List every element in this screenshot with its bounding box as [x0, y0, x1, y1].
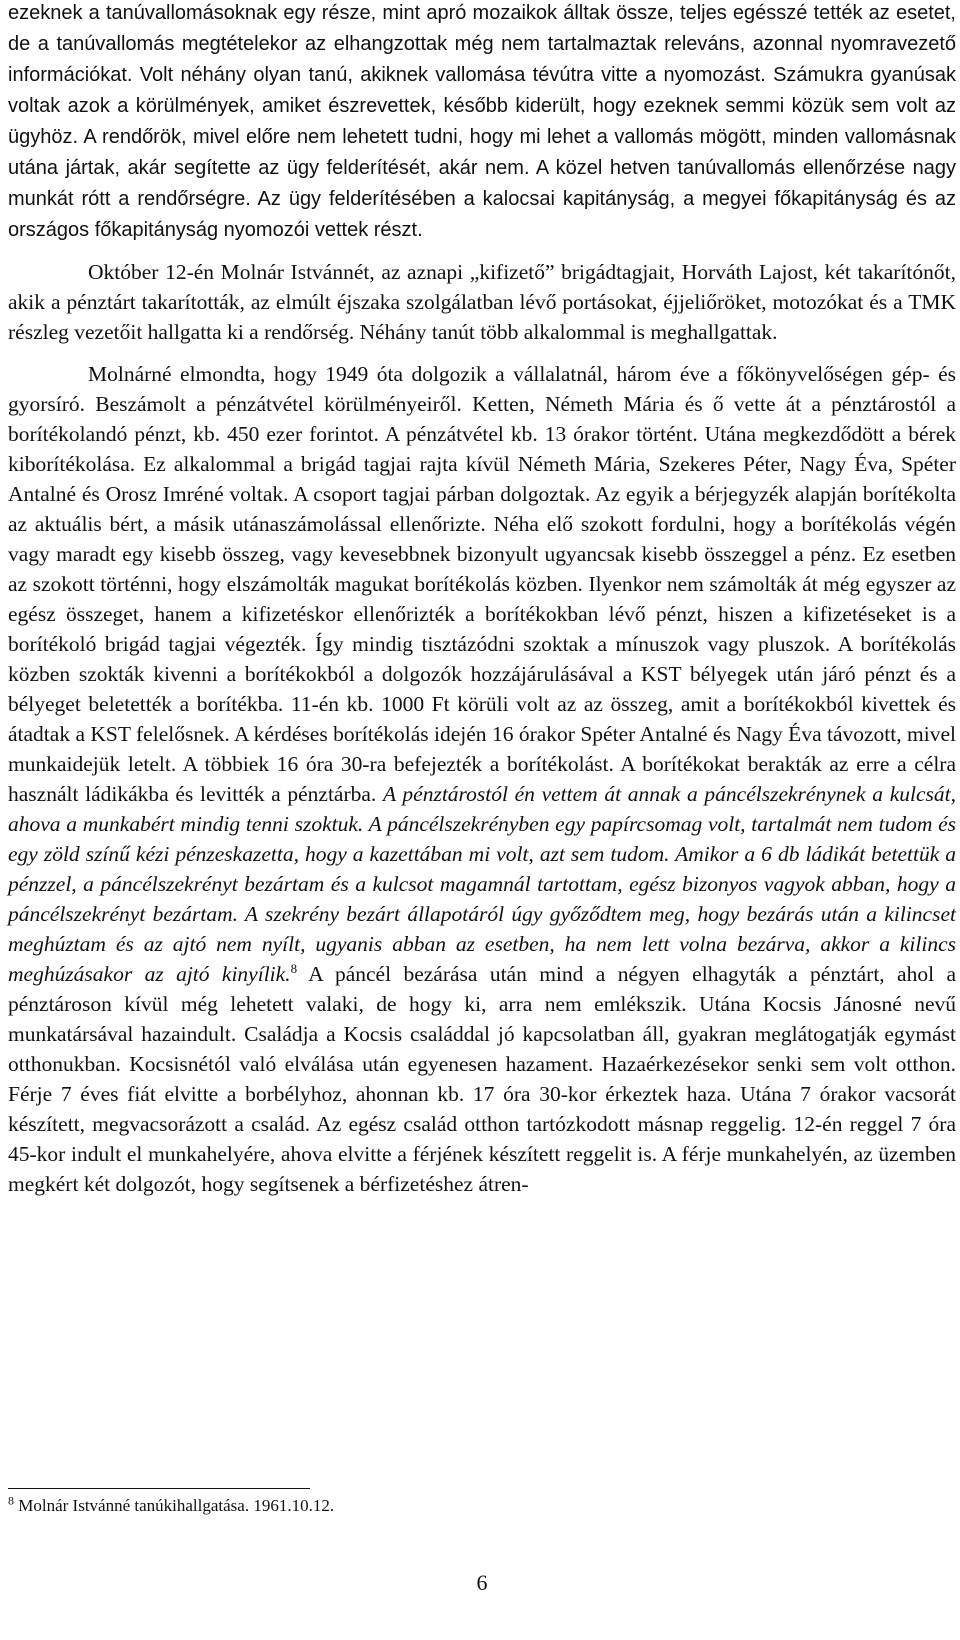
footnote-divider	[8, 1488, 310, 1489]
witness-quote: A pénztárostól én vettem át annak a páncélszekrénynek a kulcsát, ahova a munkabért mindig tenni szoktuk. A páncélszekrényben egy papírcsomag volt, tartalmát nem tudom és egy zöld színű kézi pénzeskazetta, hogy a kazettában mi volt, azt sem tudom. Amikor a 6 db ládikát betettük a pénzzel, a páncélszekrényt bezártam és a kulcsot magamnál tartottam, egész bizonyos vagyok abban, hogy a páncélszekrényt bezártam. A szekrény bezárt állapotáról úgy győződtem meg, hogy bezárás után a kilincset meghúztam és az ajtó nem nyílt, ugyanis abban az esetben, ha nem lett volna bezárva, akkor a kilincs meghúzásakor az ajtó kinyílik.	[8, 782, 956, 986]
footnote	[8, 1494, 334, 1518]
paragraph-1	[8, 0, 956, 245]
document-page	[8, 0, 956, 1640]
body-text	[8, 0, 956, 1213]
paragraph-3-part-a: Molnárné elmondta, hogy 1949 óta dolgozik a vállalatnál, három éve a főkönyvelőségen gép- és gyorsíró. Beszámolt a pénzátvétel körülményeiről. Ketten, Németh Mária és ő vette át a pénztárostól a borítékolandó pénzt, kb. 450 ezer forintot. A pénzátvétel kb. 13 órakor történt. Utána megkezdődött a bérek kiborítékolása. Ez alkalommal a brigád tagjai rajta kívül Németh Mária, Szekeres Péter, Nagy Éva, Spéter Antalné és Orosz Imréné voltak. A csoport tagjai párban dolgoztak. Az egyik a bérjegyzék alapján borítékolta az aktuális bért, a másik utánaszámolással ellenőrizte. Néha elő szokott fordulni, hogy a borítékolás végén vagy maradt egy kisebb összeg, vagy kevesebbnek bizonyult ugyancsak kisebb összeggel a pénz. Ez esetben az szokott történni, hogy elszámolták magukat borítékolás közben. Ilyenkor nem számolták át még egyszer az egész összeget, hanem a kifizetéskor ellenőrizték a borítékokban lévő pénzt, hiszen a kifizetéseket is a borítékoló brigád tagjai végezték. Így mindig tisztázódni szoktak a mínuszok vagy pluszok. A borítékolás közben szokták kivenni a borítékokból a dolgozók hozzájárulásával a KST bélyegek után járó pénzt és a bélyeget beletették a borítékba. 11-én kb. 1000 Ft körüli volt az az összeg, amit a borítékokból kivettek és átadtak a KST felelősnek. A kérdéses borítékolás idején 16 órakor Spéter Antalné és Nagy Éva távozott, mivel munkaidejük letelt. A többiek 16 óra 30-ra befejezték a borítékolást. A borítékokat berakták az erre a célra használt ládikákba és levitték a pénztárba.	[8, 362, 956, 806]
footnote-text: Molnár Istvánné tanúkihallgatása. 1961.10.12.	[14, 1496, 335, 1515]
paragraph-3	[8, 359, 956, 1199]
paragraph-1-part-b: Számukra gyanúsak voltak azok a körülmények, amiket észrevettek, később kiderült, hogy ezeknek semmi közük sem volt az ügyhöz. A rendőrök, mivel előre nem lehetett tudni, hogy mi lehet a vallomás mögött, minden vallomásnak utána jártak, akár segítette az ügy felderítését, akár nem. A közel hetven tanúvallomás ellenőrzése nagy munkát rótt a rendőrségre. Az ügy felderítésében a kalocsai kapitányság, a megyei főkapitányság és az országos főkapitányság nyomozói vettek részt.	[8, 64, 957, 241]
paragraph-2: Október 12-én Molnár Istvánnét, az aznapi „kifizető” brigádtagjait, Horváth Lajost, két takarítónőt, akik a pénztárt takarították, az elmúlt éjszaka szolgálatban lévő portásokat, éjjeliőröket, motozókat és a TMK részleg vezetőit hallgatta ki a rendőrség. Néhány tanút több alkalommal is meghallgattak.	[8, 260, 956, 344]
page-number: 6	[476, 1570, 488, 1595]
footnote-number: 8	[8, 1493, 14, 1508]
footnote-reference[interactable]: 8	[290, 960, 298, 976]
paragraph-1-part-a: ezeknek a tanúvallomásoknak egy része, mint apró mozaikok álltak össze, teljes egésszé tették az esetet, de a tanúvallomás megtételekor az elhangzottak még nem tartalmaztak releváns, azonnal nyomravezető információkat. Volt néhány olyan tanú, akiknek vallomása tévútra vitte a nyomozást.	[8, 2, 956, 86]
paragraph-3-part-c: A páncél bezárása után mind a négyen elhagyták a pénztárt, ahol a pénztároson kívül még lehetett valaki, de hogy ki, arra nem emlékszik. Utána Kocsis Jánosné nevű munkatársával hazaindult. Családja a Kocsis családdal jó kapcsolatban áll, gyakran meglátogatják egymást otthonukban. Kocsisnétól való elválása után egyenesen hazament. Hazaérkezésekor senki sem volt otthon. Férje 7 éves fiát elvitte a borbélyhoz, ahonnan kb. 17 óra 30-kor érkeztek haza. Utána 7 órakor vacsorát készített, megvacsorázott a család. Az egész család otthon tartózkodott másnap reggelig. 12-én reggel 7 óra 45-kor indult el munkahelyére, ahova elvitte a férjének készített reggelit is. A férje munkahelyén, az üzemben megkért két dolgozót, hogy segítsenek a bérfizetéshez átren-	[8, 962, 956, 1196]
